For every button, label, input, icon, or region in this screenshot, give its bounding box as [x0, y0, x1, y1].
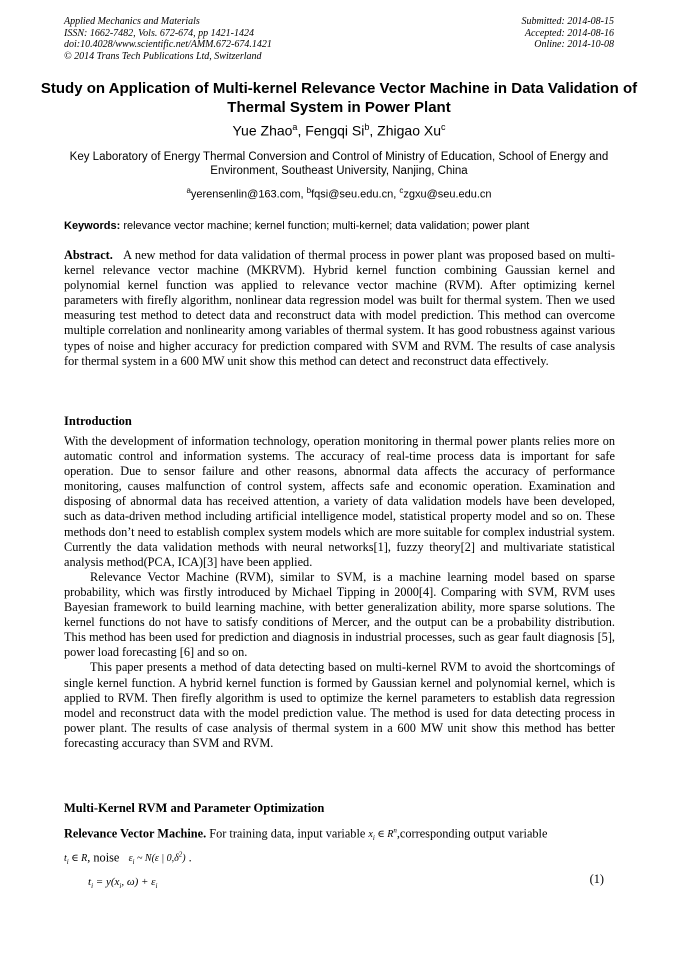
- keywords: [64, 220, 624, 232]
- section-heading: Multi-Kernel RVM and Parameter Optimization: [64, 801, 325, 815]
- journal-copyright: © 2014 Trans Tech Publications Ltd, Switzerland: [64, 50, 262, 62]
- abstract-text: A new method for data validation of thermal process in power plant was proposed based on multi-kernel relevance vector machine (MKRVM). Hybrid kernel function combining Gaussian kernel and polynomial kernel function was applied to relevance vector machine (RVM). After optimizing kernel parameters with firefly algorithm, nonlinear data regression model was built for thermal system. Then we used measuring test method to detect data and reconstruct data with model prediction. This method can overcome multiple correlation and nonlinearity among variables of thermal system. It has good robustness against various types of noise and higher accuracy for prediction compared with SVM and RVM. The results of case analysis for thermal system in a 600 MW unit show this method can detect and reconstruct data effectively.: [64, 248, 616, 368]
- author-name: Zhigao Xu: [377, 122, 441, 139]
- intro-paragraph: Relevance Vector Machine (RVM), similar to SVM, is a machine learning model based on sparse probability, which was firstly introduced by Michael Tipping in 2000[4]. Comparing with SVM, RVM uses Bayesian framework to build learning machine, with better generalization ability, more sparse solutions. The kernel functions do not have to satisfy conditions of Mercer, and the output can be a probability distribution. This method has been used for prediction and diagnosis in industrial processes, such as gear fault diagnosis [5], power load forecasting [6] and so on.: [64, 569, 615, 660]
- online-date: Online: 2014-10-08: [534, 39, 614, 50]
- affiliation: Key Laboratory of Energy Thermal Conversion and Control of Ministry of Education, School of Energy and Environment, Southeast University, Nanjing, China: [69, 151, 609, 177]
- email-mark: a: [186, 186, 191, 195]
- email-address[interactable]: fqsi@seu.edu.cn: [311, 188, 394, 201]
- abstract-label: Abstract.: [64, 248, 113, 262]
- journal-header-right: [522, 16, 615, 51]
- equation-math: $t_i = y(x_i$, $\omega) + \varepsilon_i$: [88, 876, 158, 891]
- equation-number: (1): [589, 872, 604, 886]
- output-variable-math: $t_i$ ∈ R: [64, 853, 88, 867]
- journal-name: Applied Mechanics and Materials: [64, 16, 200, 27]
- abstract: [64, 248, 615, 369]
- paper-title: Study on Application of Multi-kernel Relevance Vector Machine in Data Validation of Thermal System in Power Plant: [40, 80, 638, 116]
- input-variable-math: $x_i$ ∈ $R^n$: [368, 827, 397, 843]
- email-mark: c: [399, 186, 404, 195]
- email-address[interactable]: zgxu@seu.edu.cn: [403, 188, 492, 201]
- rvm-paragraph-line: [64, 824, 615, 846]
- rvm-paragraph-line: $t_i$ ∈ R, noise $\varepsilon_i$ ~ N(ε | $0,\delta^2$) .: [64, 850, 192, 867]
- author-mark: b: [364, 122, 370, 132]
- author-mark: a: [292, 122, 298, 132]
- email-address[interactable]: yerensenlin@163.com: [190, 188, 301, 201]
- noise-math: $\varepsilon_i$ ~ N(ε | $0,\delta^2$): [128, 851, 186, 867]
- introduction-heading: Introduction: [64, 414, 132, 428]
- author-list: Yue Zhao$^a$, Fengqi Si$^b$, Zhigao Xu$^c$: [232, 122, 446, 139]
- email-mark: b: [306, 186, 312, 195]
- rvm-text: For training data, input variable: [209, 826, 366, 841]
- rvm-text: ,corresponding output variable: [396, 826, 548, 841]
- intro-paragraph: With the development of information technology, operation monitoring in thermal power plants relies more on automatic control and information systems. The accuracy of real-time process data is important for safe operation. Due to sensor failure and other reasons, abnormal data affects the accuracy of performance monitoring, causes malfunction of control system, affects safe and economic operation. Examination and disposing of abnormal data has received attention, a variety of data validation models have been developed, such as data-driven method including artificial intelligence model, statistical property model and so on. These methods don’t need to establish complex system models which are more suitable for complex industrial system. Currently the data validation methods with neural networks[1], fuzzy theory[2] and multivariate statistical analysis method(PCA, ICA)[3] have been applied.: [64, 434, 615, 569]
- subsection-label: Relevance Vector Machine.: [64, 826, 207, 841]
- intro-paragraph: This paper presents a method of data detecting based on multi-kernel RVM to avoid the shortcomings of single kernel function. A hybrid kernel function is formed by Gaussian kernel and polynomial kernel, which is applied to RVM. Then firefly algorithm is used to optimize the kernel parameters to establish data regression model and reconstruct data with the model prediction value. The method is used for data detecting process in power plant. The results of case analysis of thermal system in a 600 MW unit show this method has better forecasting accuracy than SVM and RVM.: [64, 660, 615, 750]
- journal-issn: ISSN: 1662-7482, Vols. 672-674, pp 1421-1424: [64, 27, 254, 39]
- introduction-body: [64, 434, 615, 751]
- journal-header-left: [64, 16, 272, 62]
- email-list: $^a$yerensenlin@163.com, $^b$fqsi@seu.edu.cn, $^c$zgxu@seu.edu.cn: [186, 186, 492, 201]
- author-name: Fengqi Si: [305, 122, 365, 139]
- accepted-date: Accepted: 2014-08-16: [524, 27, 614, 39]
- rvm-text: , noise: [87, 850, 120, 865]
- keywords-text: relevance vector machine; kernel function; multi-kernel; data validation; power plant: [123, 220, 530, 232]
- equation-1: [88, 872, 157, 890]
- submitted-date: Submitted: 2014-08-15: [521, 16, 614, 27]
- author-mark: c: [441, 122, 446, 132]
- keywords-label: Keywords:: [64, 220, 121, 232]
- journal-doi: doi:10.4028/www.scientific.net/AMM.672-674.1421: [64, 39, 272, 50]
- author-name: Yue Zhao: [232, 122, 293, 139]
